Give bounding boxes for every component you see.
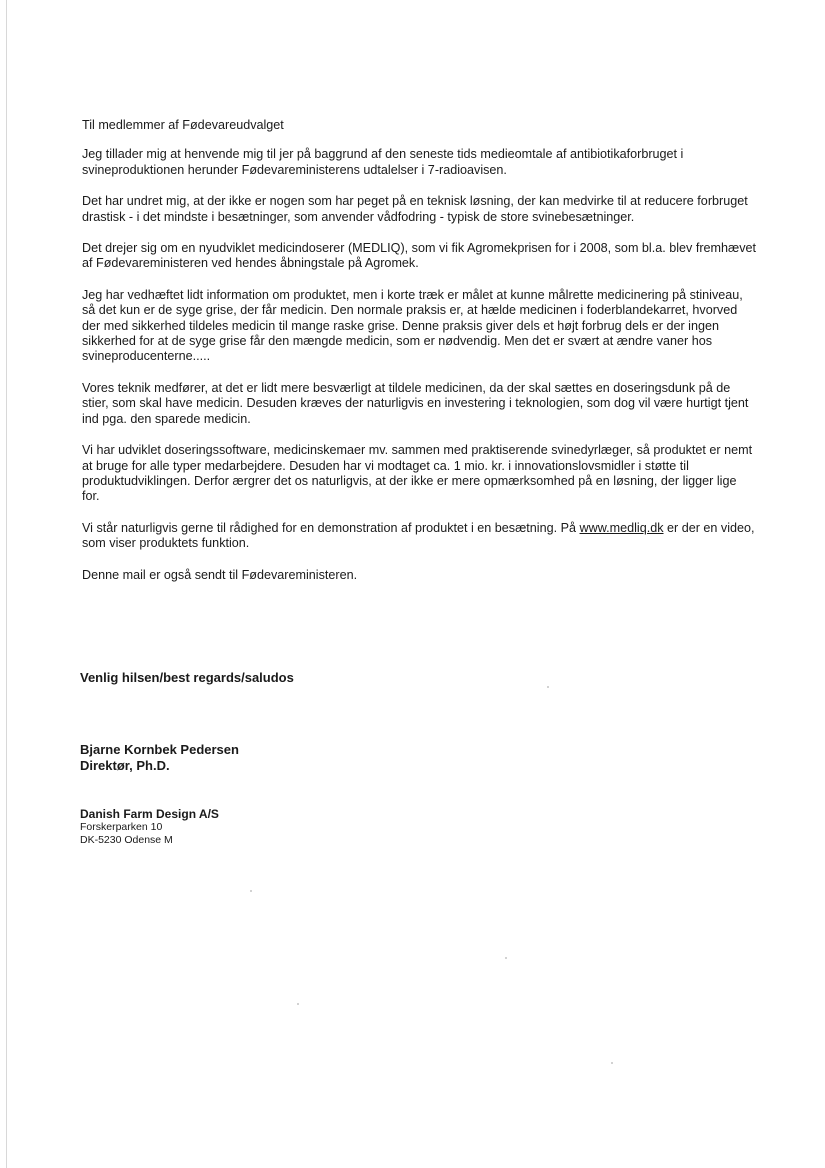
letter-body [82,118,757,599]
paragraph-product: Det drejer sig om en nyudviklet medicindoserer (MEDLIQ), som vi fik Agromekprisen for i 2008, som bl.a. blev fremhævet af Fødevareministeren ved hendes åbningstale på Agromek. [82,241,757,271]
signer-name: Bjarne Kornbek Pedersen [80,742,239,757]
cc-note: Denne mail er også sendt til Fødevareministeren. [82,567,358,582]
paragraph-details: Jeg har vedhæftet lidt information om produktet, men i korte træk er målet at kunne målrette medicinering på stiniveau, så det kun er de syge grise, der får medicin. Den normale praksis er, at hælde medicinen i foderblandekarret, hvorved der med sikkerhed tildeles medicin til mange raske grise. Denne praksis giver dels et højt forbrug dels er der ingen sikkerhed for at de syge grise får den mængde medicin, som er nødvendig. Men det er svært at ændre vaner hos svineproducenterne..... [82,287,743,364]
demo-text-after: er der en video, som viser produktets funktion. [82,520,755,551]
page-edge [6,0,7,1168]
company-name: Danish Farm Design A/S [80,807,219,821]
paragraph-intro: Jeg tillader mig at henvende mig til jer på baggrund af den seneste tids medieomtale af antibiotikaforbruget i svineproduktionen herunder Fødevareministerens udtalelser i 7-radioavisen. [82,147,684,177]
medliq-website-link[interactable]: www.medliq.dk [579,520,664,535]
company-street: Forskerparken 10 [80,821,163,833]
salutation: Til medlemmer af Fødevareudvalget [82,118,284,132]
company-city: DK-5230 Odense M [80,834,173,846]
paragraph-concern: Det har undret mig, at der ikke er nogen som har peget på en teknisk løsning, der kan medvirke til at reducere forbruget drastisk - i det mindste i besætninger, som anvender vådfodring - typisk de store svinebesætninger. [82,194,748,224]
scan-speck [547,686,549,688]
scan-speck [297,1003,299,1005]
paragraph-technique: Vores teknik medfører, at det er lidt mere besværligt at tildele medicinen, da der skal sættes en doseringsdunk på de stier, som skal have medicin. Desuden kræves der naturligvis en investering i teknologien, som dog vil være hurtigt tjent ind pga. den sparede medicin. [82,380,749,426]
paragraph-development: Vi har udviklet doseringssoftware, medicinskemaer mv. sammen med praktiserende svinedyrlæger, så produktet er nemt at bruge for alle typer medarbejdere. Desuden har vi modtaget ca. 1 mio. kr. i innovationslovsmidler i støtte til produktudviklingen. Derfor ærgrer det os naturligvis, at der ikke er mere opmærksomhed på en løsning, der ligger lige for. [82,443,753,504]
company-block [80,808,219,847]
signer-title: Direktør, Ph.D. [80,758,170,773]
scan-speck [611,1062,613,1064]
demo-text-before: Vi står naturligvis gerne til rådighed for en demonstration af produktet i en besætning. På [82,520,580,535]
closing-greeting: Venlig hilsen/best regards/saludos [80,670,294,685]
scan-speck [505,957,507,959]
scan-speck [250,890,252,892]
paragraph-demo [82,521,757,552]
signature-block [80,742,239,774]
